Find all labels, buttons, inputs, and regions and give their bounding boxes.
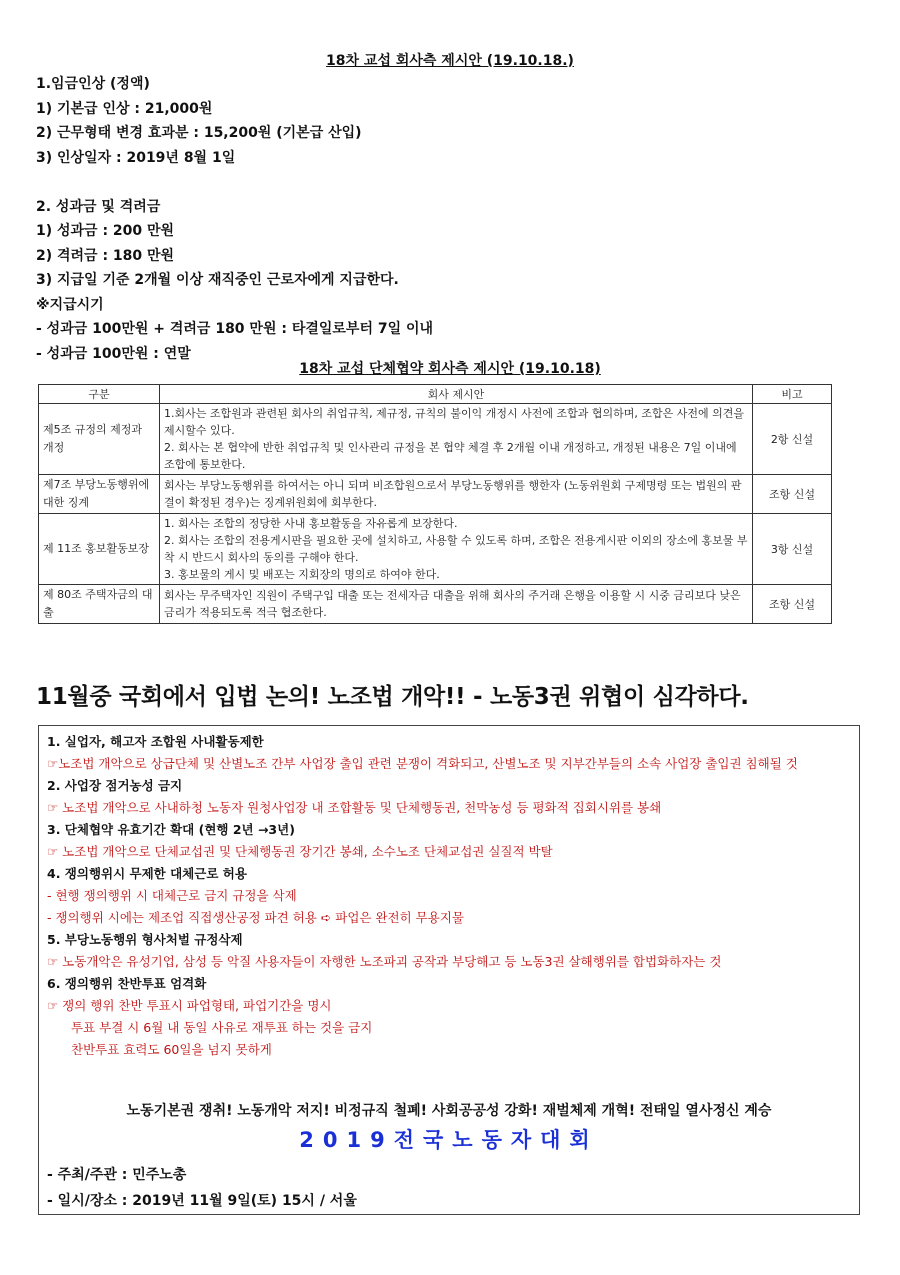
issue-detail: 찬반투표 효력도 60일을 넘지 못하게	[71, 1042, 272, 1057]
row-category: 제7조 부당노동행위에 대한 징계	[39, 475, 160, 514]
rally-info	[47, 1162, 357, 1214]
rally-event-name: 2019전국노동자대회	[299, 1128, 599, 1152]
header-category: 구분	[39, 385, 160, 404]
issue-detail: ☞ 노조법 개악으로 사내하청 노동자 원청사업장 내 조합활동 및 단체행동권, 천막농성 등 평화적 집회시위를 봉쇄	[47, 800, 662, 815]
issue-heading: 3. 단체협약 유효기간 확대 (현행 2년 →3년)	[47, 822, 295, 837]
header-proposal: 회사 제시안	[160, 385, 753, 404]
table-header-row	[39, 385, 832, 404]
wage-proposal-title: 18차 교섭 회사측 제시안 (19.10.18.)	[326, 53, 574, 69]
row-proposal	[160, 514, 753, 585]
wage-line: ※지급시기	[36, 296, 104, 313]
row-note: 3항 신설	[753, 514, 832, 585]
issue-heading: 5. 부당노동행위 형사처벌 규정삭제	[47, 932, 243, 947]
proposal-line: 2. 회사는 조합의 전용게시판을 필요한 곳에 설치하고, 사용할 수 있도록 하며, 조합은 전용게시판 이외의 장소에 홍보물 부착 시 반드시 회사의 동의를 구해야 한다.	[164, 534, 748, 564]
row-note: 조항 신설	[753, 475, 832, 514]
wage-line: 1) 기본급 인상 : 21,000원	[36, 100, 213, 117]
row-category: 제5조 규정의 제정과 개정	[39, 404, 160, 475]
wage-line: 2) 격려금 : 180 만원	[36, 247, 175, 264]
row-category: 제 80조 주택자금의 대출	[39, 585, 160, 624]
row-note: 조항 신설	[753, 585, 832, 624]
issue-detail: ☞ 쟁의 행위 찬반 투표시 파업형태, 파업기간을 명시	[47, 998, 332, 1013]
issue-heading: 6. 쟁의행위 찬반투표 엄격화	[47, 976, 207, 991]
row-proposal	[160, 475, 753, 514]
agreement-title: 18차 교섭 단체협약 회사측 제시안 (19.10.18)	[299, 361, 601, 377]
wage-line: 1) 성과금 : 200 만원	[36, 223, 175, 239]
header-note: 비고	[753, 385, 832, 404]
wage-line: 1.임금인상 (정액)	[36, 76, 150, 92]
issue-detail: ☞ 노조법 개악으로 단체교섭권 및 단체행동권 장기간 봉쇄, 소수노조 단체교섭권 실질적 박탈	[47, 844, 553, 859]
issue-detail: - 현행 쟁의행위 시 대체근로 금지 규정을 삭제	[47, 888, 297, 903]
issue-heading: 1. 실업자, 해고자 조합원 사내활동제한	[47, 734, 264, 749]
wage-line: 2. 성과금 및 격려금	[36, 198, 161, 215]
issue-detail: ☞ 노동개악은 유성기업, 삼성 등 악질 사용자들이 자행한 노조파괴 공작과 부당해고 등 노동3권 살해행위를 합법화하자는 것	[47, 954, 722, 969]
wage-line: 3) 인상일자 : 2019년 8월 1일	[36, 149, 236, 166]
wage-line: 2) 근무형태 변경 효과분 : 15,200원 (기본급 산입)	[36, 125, 362, 141]
proposal-line: 1.회사는 조합원과 관련된 회사의 취업규칙, 제규정, 규칙의 불이익 개정시 사전에 조합과 협의하며, 조합은 사전에 의견을 제시할수 있다.	[164, 407, 744, 437]
proposal-line: 1. 회사는 조합의 정당한 사내 홍보활동을 자유롭게 보장한다.	[164, 517, 458, 530]
page-headline: 11월중 국회에서 입법 논의! 노조법 개악!! - 노동3권 위협이 심각하다.	[36, 684, 749, 710]
issue-heading: 4. 쟁의행위시 무제한 대체근로 허용	[47, 866, 247, 881]
agreement-table	[38, 384, 832, 624]
table-row	[39, 475, 832, 514]
row-category: 제 11조 홍보활동보장	[39, 514, 160, 585]
row-note: 2항 신설	[753, 404, 832, 475]
row-proposal	[160, 404, 753, 475]
wage-line: - 성과금 100만원 + 격려금 180 만원 : 타결일로부터 7일 이내	[36, 321, 434, 337]
table-row	[39, 514, 832, 585]
wage-proposal-body	[36, 72, 433, 366]
issue-heading: 2. 사업장 점거농성 금지	[47, 778, 183, 793]
table-row	[39, 404, 832, 475]
rally-schedule: - 일시/장소 : 2019년 11월 9일(토) 15시 / 서울	[47, 1193, 357, 1209]
issue-detail: ☞노조법 개악으로 상급단체 및 산별노조 간부 사업장 출입 관련 분쟁이 격화되고, 산별노조 및 지부간부들의 소속 사업장 출입권 침해될 것	[47, 756, 798, 771]
wage-line: - 성과금 100만원 : 연말	[36, 345, 191, 362]
rally-slogan: 노동기본권 쟁취! 노동개악 저지! 비정규직 철폐! 사회공공성 강화! 재벌체제 개혁! 전태일 열사정신 계승	[126, 1103, 772, 1119]
issue-detail: 투표 부결 시 6월 내 동일 사유로 재투표 하는 것을 금지	[71, 1020, 373, 1035]
issues-list	[47, 731, 855, 1061]
wage-blank-line	[36, 170, 433, 195]
wage-line: 3) 지급일 기준 2개월 이상 재직중인 근로자에게 지급한다.	[36, 272, 399, 288]
proposal-line: 회사는 무주택자인 직원이 주택구입 대출 또는 전세자금 대출을 위해 회사의 주거래 은행을 이용할 시 시중 금리보다 낮은 금리가 적용되도록 적극 협조한다.	[164, 589, 741, 619]
proposal-line: 3. 홍보물의 게시 및 배포는 지회장의 명의로 하여야 한다.	[164, 568, 440, 581]
row-proposal	[160, 585, 753, 624]
issue-detail: - 쟁의행위 시에는 제조업 직접생산공정 파견 허용 ➪ 파업은 완전히 무용지물	[47, 910, 464, 925]
issues-box	[38, 725, 860, 1215]
proposal-line: 회사는 부당노동행위를 하여서는 아니 되며 비조합원으로서 부당노동행위를 행한자 (노동위원회 구제명령 또는 법원의 판결이 확정된 경우)는 징계위원회에 회부한다.	[164, 479, 742, 509]
proposal-line: 2. 회사는 본 협약에 반한 취업규칙 및 인사관리 규정을 본 협약 체결 후 2개월 이내 개정하고, 개정된 내용은 7일 이내에 조합에 통보한다.	[164, 441, 737, 471]
rally-host: - 주최/주관 : 민주노총	[47, 1167, 187, 1183]
table-row	[39, 585, 832, 624]
